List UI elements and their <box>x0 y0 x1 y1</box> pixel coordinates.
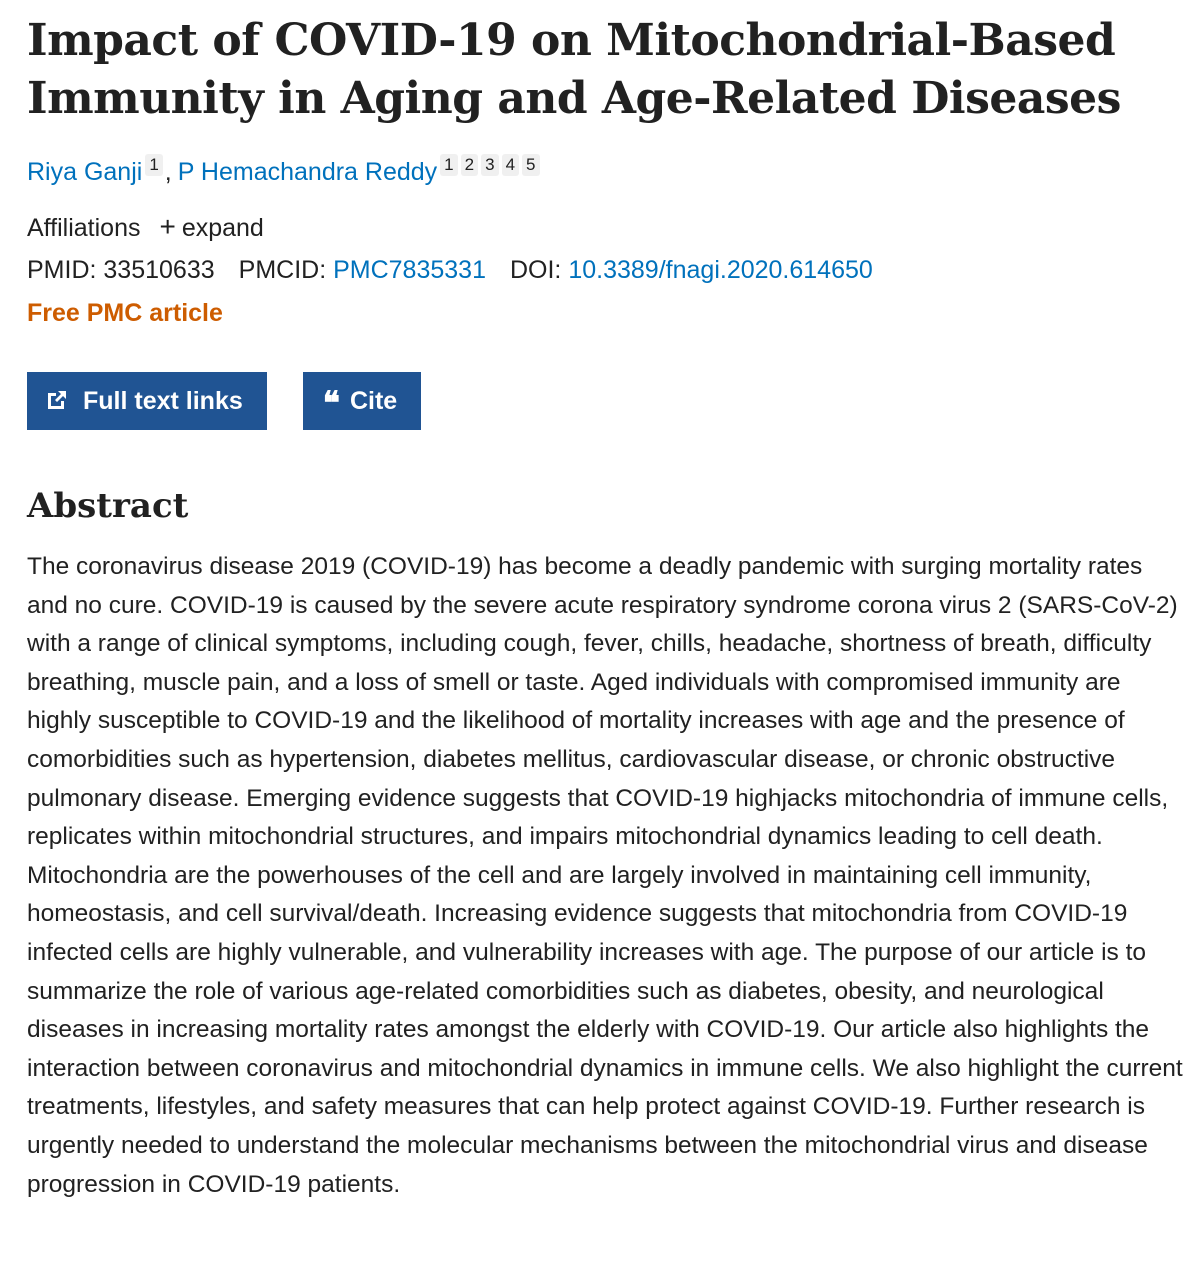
affiliation-ref[interactable]: 5 <box>522 154 539 176</box>
pmid-label: PMID: <box>27 256 97 284</box>
article-page <box>27 0 1187 1204</box>
affiliations-row <box>27 210 1187 245</box>
full-text-links-label: Full text links <box>83 387 243 415</box>
cite-button[interactable] <box>303 372 421 430</box>
author-separator: , <box>164 158 172 186</box>
affiliation-ref[interactable]: 2 <box>461 154 478 176</box>
article-title: Impact of COVID-19 on Mitochondrial-Based Immunity in Aging and Age-Related Diseases <box>27 15 1121 124</box>
external-link-icon <box>45 388 69 412</box>
affiliation-ref[interactable]: 3 <box>481 154 498 176</box>
author-list <box>27 154 1187 190</box>
quote-icon: ❝ <box>322 384 340 422</box>
cite-label: Cite <box>349 387 398 415</box>
action-buttons <box>27 372 1187 430</box>
affiliation-ref[interactable]: 4 <box>502 154 519 176</box>
doi-label: DOI: <box>509 256 562 284</box>
author-link-riya-ganji[interactable]: Riya Ganji <box>27 158 143 186</box>
expand-affiliations-button[interactable] <box>159 210 263 245</box>
affiliation-ref[interactable]: 1 <box>440 154 457 176</box>
abstract-heading: Abstract <box>27 486 189 526</box>
pmcid-label: PMCID: <box>238 256 327 284</box>
doi-link[interactable]: 10.3389/fnagi.2020.614650 <box>568 256 873 284</box>
affiliation-ref[interactable]: 1 <box>145 154 162 176</box>
doi-group <box>510 256 873 284</box>
identifiers-row <box>27 253 1187 287</box>
free-pmc-badge: Free PMC article <box>27 299 223 327</box>
pmid-value: 33510633 <box>103 256 215 284</box>
pmcid-group <box>239 256 486 284</box>
full-text-links-button[interactable] <box>27 372 267 430</box>
affiliations-label: Affiliations <box>27 214 141 242</box>
abstract-text: The coronavirus disease 2019 (COVID-19) has become a deadly pandemic with surging mortality rates and no cure. COVID-19 is caused by the severe acute respiratory syndrome corona virus 2 (SARS-CoV-2) with a range of clinical symptoms, including cough, fever, chills, headache, shortness of breath, difficulty breathing, muscle pain, and a loss of smell or taste. Aged individuals with compromised immunity are highly susceptible to COVID-19 and the likelihood of mortality increases with age and the presence of comorbidities such as hypertension, diabetes mellitus, cardiovascular disease, or chronic obstructive pulmonary disease. Emerging evidence suggests that COVID-19 highjacks mitochondria of immune cells, replicates within mitochondrial structures, and impairs mitochondrial dynamics leading to cell death. Mitochondria are the powerhouses of the cell and are largely involved in maintaining cell immunity, homeostasis, and cell survival/death. Increasing evidence suggests that mitochondria from COVID-19 infected cells are highly vulnerable, and vulnerability increases with age. The purpose of our article is to summarize the role of various age-related comorbidities such as diabetes, obesity, and neurological diseases in increasing mortality rates amongst the elderly with COVID-19. Our article also highlights the interaction between coronavirus and mitochondrial dynamics in immune cells. We also highlight the current treatments, lifestyles, and safety measures that can help protect against COVID-19. Further research is urgently needed to understand the molecular mechanisms between the mitochondrial virus and disease progression in COVID-19 patients. <box>27 553 1183 1198</box>
plus-icon: + <box>159 211 176 242</box>
author-link-p-hemachandra-reddy[interactable]: P Hemachandra Reddy <box>177 158 438 186</box>
pmcid-link[interactable]: PMC7835331 <box>333 256 486 284</box>
pmid-group <box>27 256 215 284</box>
expand-label: expand <box>181 214 264 242</box>
